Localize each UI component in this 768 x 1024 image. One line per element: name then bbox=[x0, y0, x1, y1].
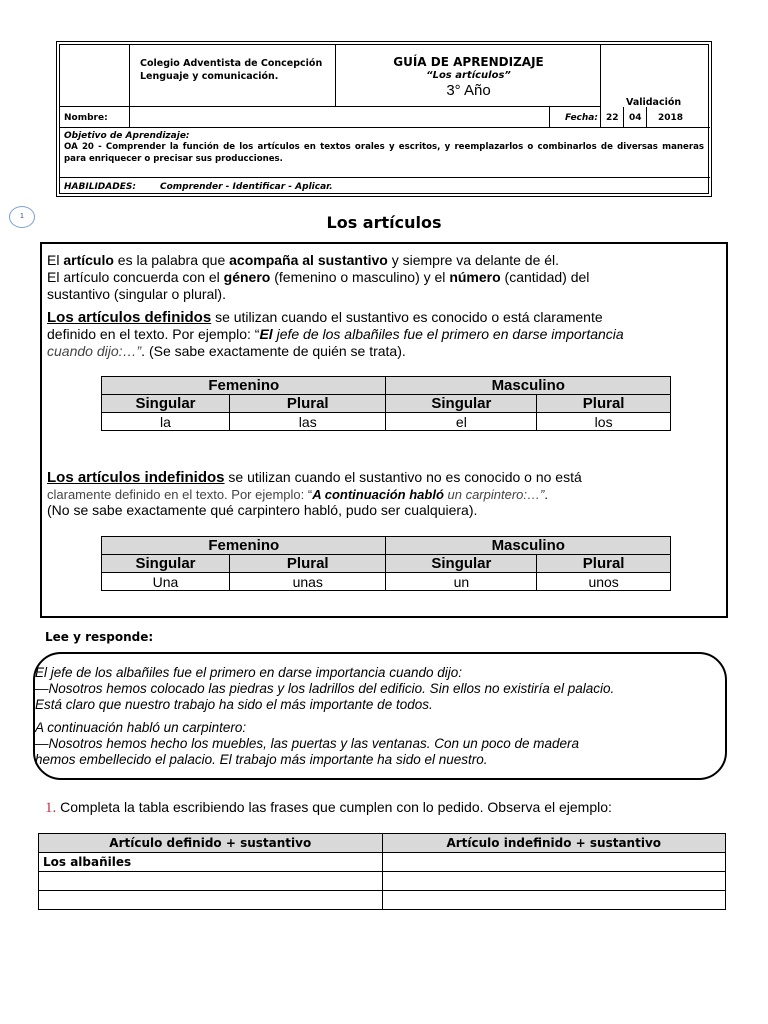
definidos-line-2 bbox=[47, 326, 722, 343]
skills-value: Comprender - Identificar - Aplicar. bbox=[160, 182, 333, 192]
name-label: Nombre: bbox=[64, 113, 108, 123]
answer-cell[interactable] bbox=[382, 872, 726, 891]
table-row bbox=[39, 891, 726, 910]
answer-cell[interactable] bbox=[382, 891, 726, 910]
question-number: 1. bbox=[45, 800, 57, 816]
table-cell: Una bbox=[102, 573, 230, 591]
text-span: . bbox=[544, 487, 548, 502]
table-row bbox=[39, 834, 726, 853]
text-span: definido en el texto. Por ejemplo: “ bbox=[47, 326, 260, 342]
guide-title: GUÍA DE APRENDIZAJE bbox=[393, 55, 544, 69]
answer-cell[interactable] bbox=[39, 891, 383, 910]
text-span: se utilizan cuando el sustantivo es conocido o está claramente bbox=[211, 309, 603, 325]
text-span: . (Se sabe exactamente de quién se trata). bbox=[141, 343, 406, 359]
question-1 bbox=[45, 799, 612, 817]
table-cell: Plural bbox=[230, 395, 386, 413]
story-line: Está claro que nuestro trabajo ha sido el más importante de todos. bbox=[35, 697, 433, 712]
page-number-badge: 1 bbox=[9, 206, 35, 228]
validation-label: Validación bbox=[626, 97, 682, 108]
date-day: 22 bbox=[606, 113, 619, 123]
story-line: El jefe de los albañiles fue el primero en darse importancia cuando dijo: bbox=[35, 665, 462, 680]
table-row bbox=[39, 872, 726, 891]
text-span: El bbox=[47, 252, 64, 268]
intro-line-3: sustantivo (singular o plural). bbox=[47, 286, 226, 302]
table-cell: un bbox=[386, 573, 537, 591]
indefinidos-line-1 bbox=[47, 469, 722, 486]
table-row bbox=[39, 853, 726, 872]
intro-line-1 bbox=[47, 252, 722, 269]
bold-span: número bbox=[449, 269, 501, 285]
table-cell: Femenino bbox=[102, 377, 386, 395]
bold-span: acompaña al sustantivo bbox=[229, 252, 388, 268]
table-row bbox=[102, 377, 671, 395]
table-cell: la bbox=[102, 413, 230, 431]
table-cell: Masculino bbox=[386, 537, 671, 555]
table-cell: Plural bbox=[230, 555, 386, 573]
page-title: Los artículos bbox=[326, 213, 442, 232]
header-table bbox=[59, 44, 709, 194]
grade: 3° Año bbox=[446, 82, 491, 99]
table-row bbox=[102, 413, 671, 431]
date-month: 04 bbox=[629, 113, 642, 123]
skills-label: HABILIDADES: bbox=[64, 182, 136, 192]
bold-span: artículo bbox=[63, 252, 114, 268]
table-cell: Plural bbox=[537, 555, 671, 573]
table-cell: Singular bbox=[386, 555, 537, 573]
indefinidos-table bbox=[101, 536, 671, 591]
table-cell: las bbox=[230, 413, 386, 431]
answer-cell[interactable] bbox=[382, 853, 726, 872]
objective-title: Objetivo de Aprendizaje: bbox=[64, 131, 190, 141]
text-span: (cantidad) del bbox=[500, 269, 590, 285]
example-cell: Los albañiles bbox=[39, 853, 383, 872]
header-frame bbox=[56, 41, 712, 197]
bold-italic-span: El bbox=[259, 326, 273, 342]
date-label: Fecha: bbox=[565, 113, 598, 123]
table-cell: Singular bbox=[386, 395, 537, 413]
italic-span: jefe de los albañiles fue el primero en darse importancia bbox=[272, 326, 624, 342]
table-cell: unas bbox=[230, 573, 386, 591]
school-info bbox=[140, 57, 322, 83]
story-line: A continuación habló un carpintero: bbox=[35, 720, 247, 735]
objective-text: OA 20 - Comprender la función de los artículos en textos orales y escritos, y reemplazarlos o combinarlos de diversas maneras para enriquecer o precisar sus producciones. bbox=[64, 142, 704, 164]
name-cell bbox=[60, 107, 550, 128]
table-row bbox=[102, 395, 671, 413]
text-span: es la palabra que bbox=[113, 252, 230, 268]
intro-line-2 bbox=[47, 269, 722, 286]
table-row bbox=[102, 555, 671, 573]
indefinidos-line-2 bbox=[47, 486, 722, 503]
text-span: y siempre va delante de él. bbox=[387, 252, 560, 268]
table-cell: Singular bbox=[102, 555, 230, 573]
answer-table bbox=[38, 833, 726, 910]
answer-cell[interactable] bbox=[39, 872, 383, 891]
bold-italic-span: A continuación habló bbox=[312, 487, 444, 502]
explanation-box bbox=[40, 242, 728, 618]
text-span: El artículo concuerda con el bbox=[47, 269, 224, 285]
bold-span: género bbox=[223, 269, 271, 285]
read-respond-label: Lee y responde: bbox=[45, 630, 154, 644]
text-span: (femenino o masculino) y el bbox=[270, 269, 450, 285]
table-header-definido: Artículo definido + sustantivo bbox=[39, 834, 383, 853]
indefinidos-heading: Los artículos indefinidos bbox=[47, 469, 225, 486]
table-cell: Masculino bbox=[386, 377, 671, 395]
question-text: Completa la tabla escribiendo las frases que cumplen con lo pedido. Observa el ejemplo: bbox=[56, 799, 612, 815]
definidos-line-3 bbox=[47, 343, 722, 360]
indefinidos-line-3: (No se sabe exactamente qué carpintero habló, pudo ser cualquiera). bbox=[47, 502, 478, 518]
story-box bbox=[33, 652, 727, 780]
table-cell: los bbox=[537, 413, 671, 431]
date-year: 2018 bbox=[658, 113, 684, 123]
table-row bbox=[102, 537, 671, 555]
definidos-heading: Los artículos definidos bbox=[47, 309, 212, 326]
story-line: —Nosotros hemos colocado las piedras y los ladrillos del edificio. Sin ellos no existiría el palacio. bbox=[35, 681, 615, 696]
table-row bbox=[102, 573, 671, 591]
table-cell: unos bbox=[537, 573, 671, 591]
table-cell: Femenino bbox=[102, 537, 386, 555]
table-cell: Plural bbox=[537, 395, 671, 413]
italic-span: cuando dijo:…” bbox=[47, 343, 142, 359]
story-line: hemos embellecido el palacio. El trabajo más importante ha sido el nuestro. bbox=[35, 752, 488, 767]
table-cell: el bbox=[386, 413, 537, 431]
text-span: claramente definido en el texto. Por ejemplo: “ bbox=[47, 487, 313, 502]
italic-span: un carpintero:…” bbox=[443, 487, 545, 502]
text-span: se utilizan cuando el sustantivo no es conocido o no está bbox=[224, 469, 582, 485]
table-cell: Singular bbox=[102, 395, 230, 413]
story-line: —Nosotros hemos hecho los muebles, las puertas y las ventanas. Con un poco de madera bbox=[35, 736, 580, 751]
school-name: Colegio Adventista de Concepción bbox=[140, 58, 323, 69]
table-header-indefinido: Artículo indefinido + sustantivo bbox=[382, 834, 726, 853]
subject-name: Lenguaje y comunicación. bbox=[140, 71, 279, 82]
logo-cell bbox=[60, 45, 130, 107]
definidos-line-1 bbox=[47, 309, 722, 326]
guide-subtitle: “Los artículos” bbox=[426, 70, 511, 81]
definidos-table bbox=[101, 376, 671, 431]
